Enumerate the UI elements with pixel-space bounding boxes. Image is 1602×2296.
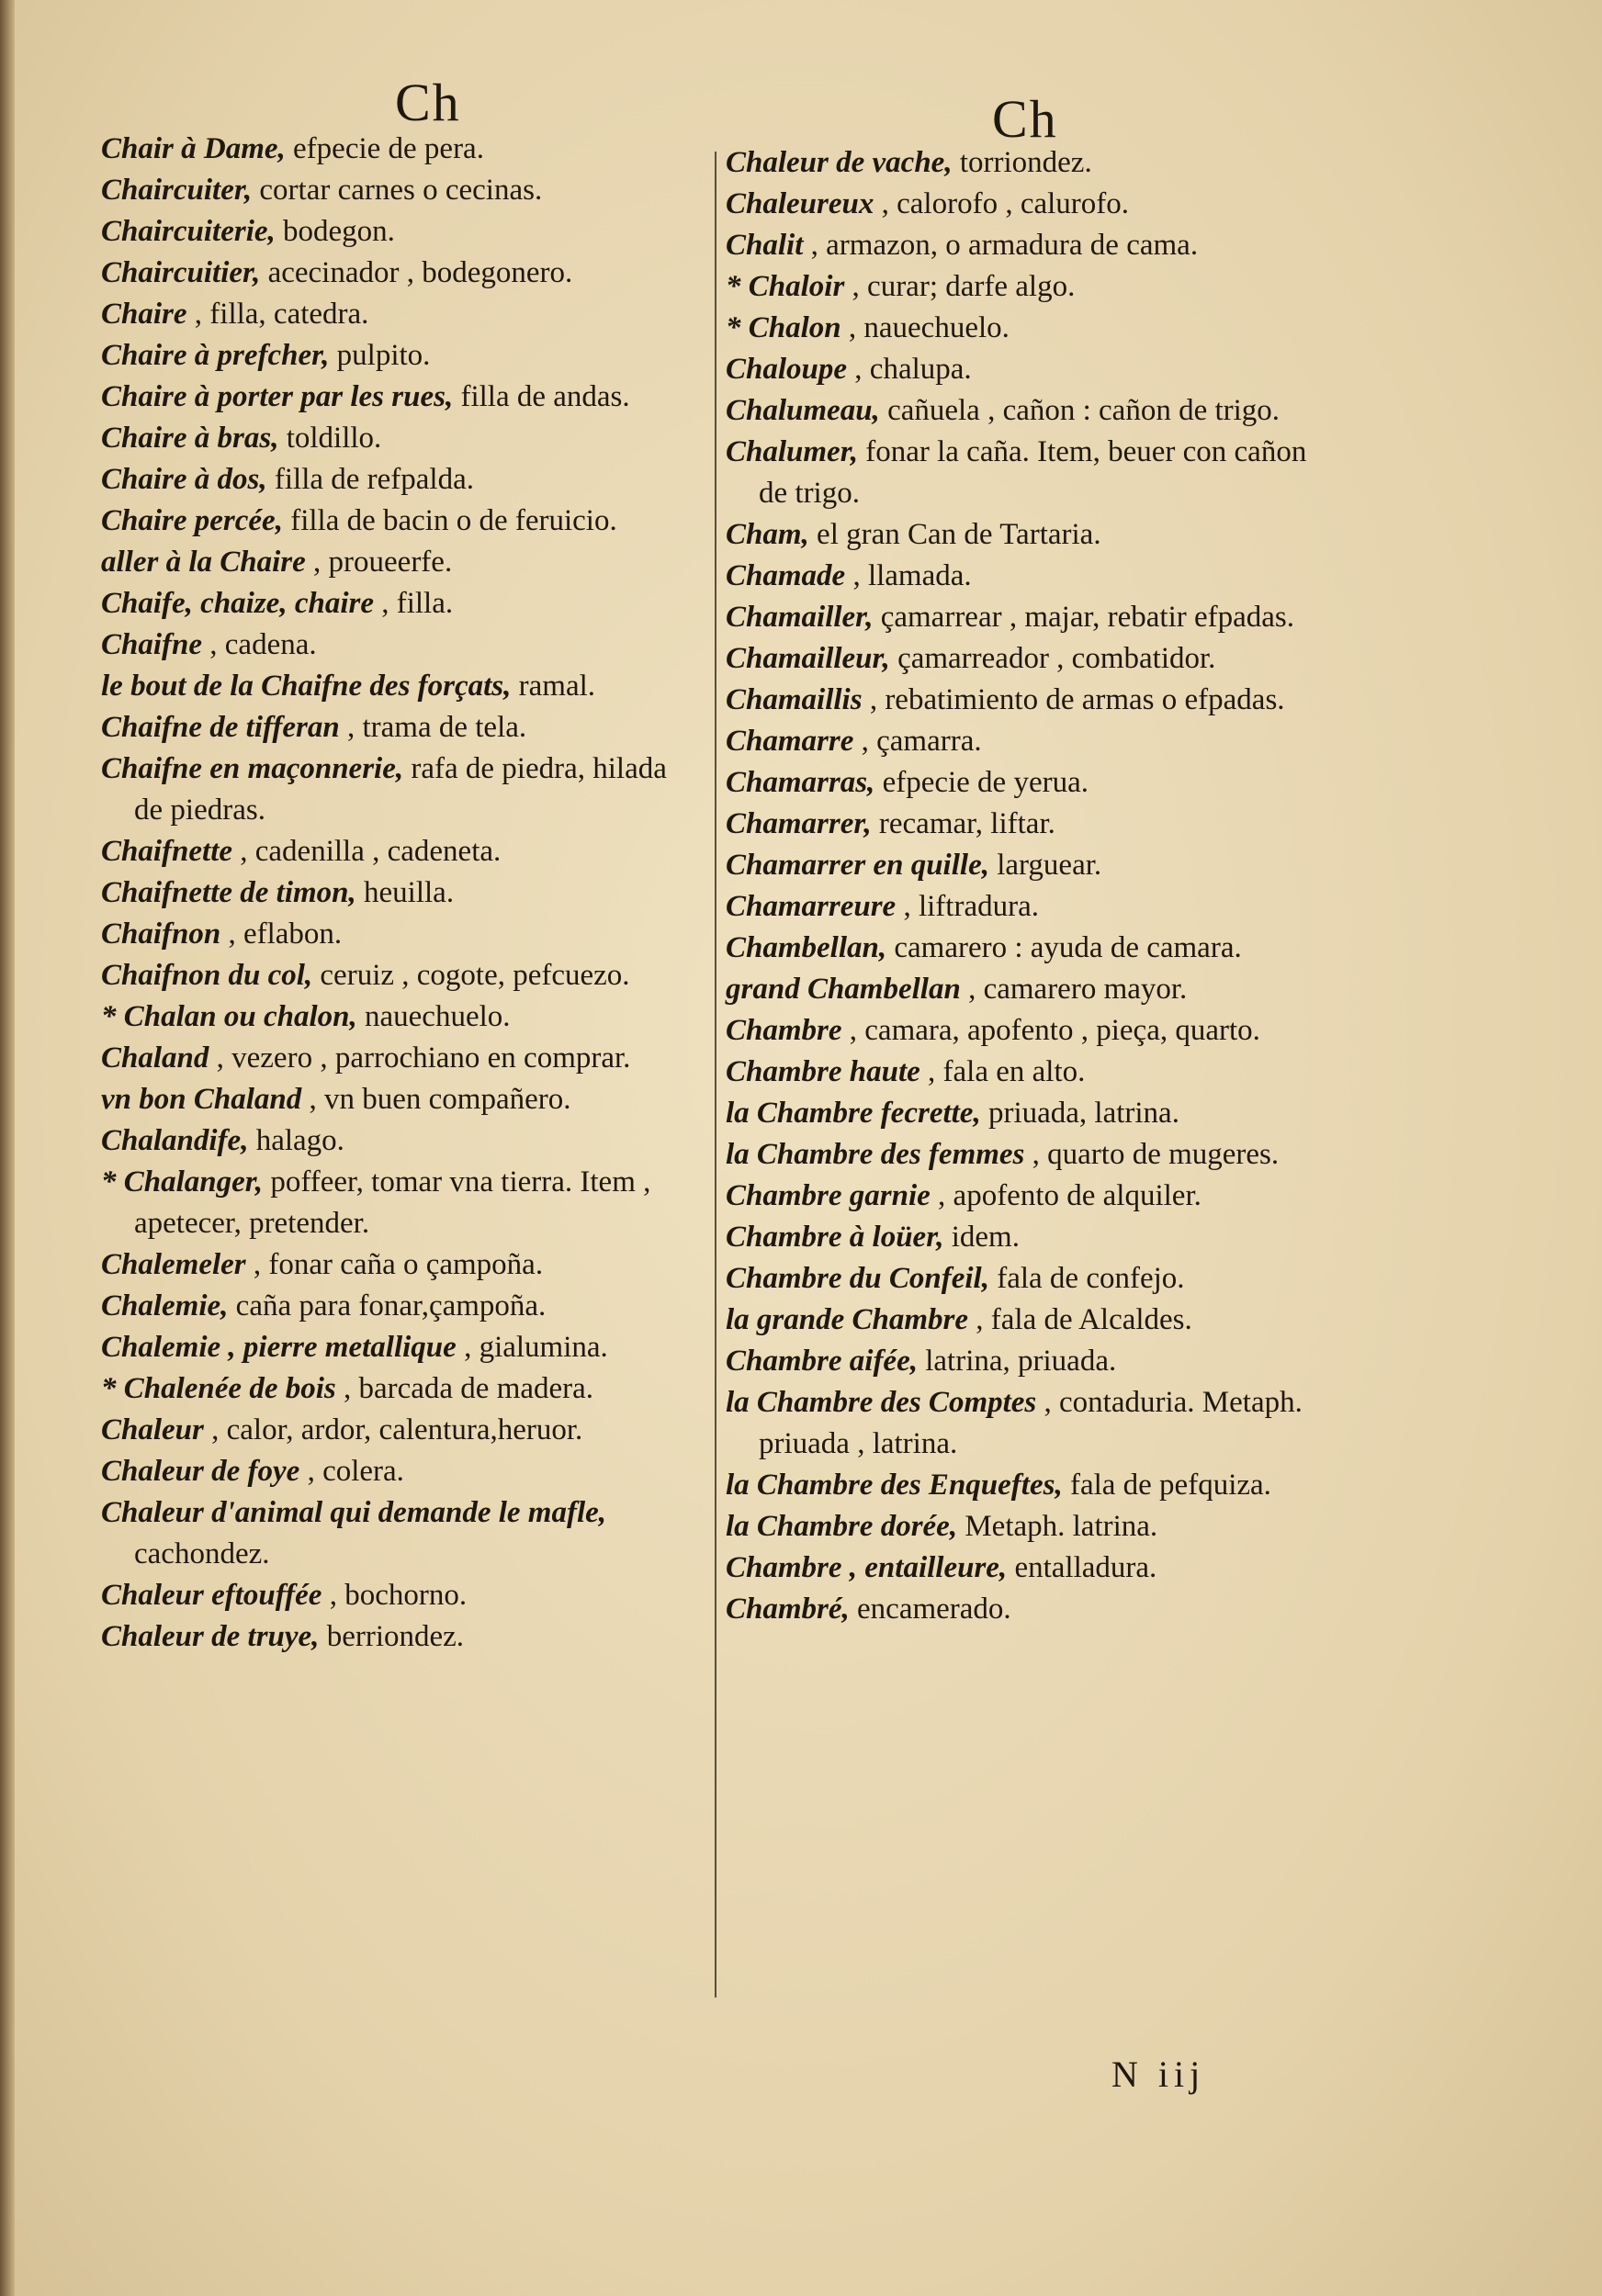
entry-definition: , cadena.: [202, 628, 317, 661]
entry-headword: Chaire percée,: [101, 504, 283, 537]
entry-definition: , camarero mayor.: [960, 973, 1188, 1006]
entry-headword: Chamailleur,: [726, 642, 890, 675]
entry-headword: * Chalan ou chalon,: [101, 1000, 357, 1033]
entry-headword: Chaleur de vache,: [726, 146, 953, 179]
entry-headword: Chamailler,: [726, 601, 874, 634]
dictionary-entry: [101, 459, 689, 501]
entry-headword: Chaifnette de timon,: [101, 876, 356, 909]
entry-headword: * Chalenée de bois: [101, 1372, 336, 1405]
entry-headword: Chamarre: [726, 725, 854, 758]
left-running-head: Ch: [395, 73, 461, 132]
entry-headword: aller à la Chaire: [101, 546, 306, 579]
entry-definition: caña para fonar,çampoña.: [228, 1289, 547, 1322]
dictionary-entry: [726, 1258, 1314, 1300]
entry-definition: cortar carnes o cecinas.: [252, 174, 543, 207]
dictionary-entry: [101, 211, 689, 253]
dictionary-entry: [726, 142, 1314, 184]
entry-headword: Chaire à prefcher,: [101, 339, 330, 372]
dictionary-entry: [726, 1548, 1314, 1589]
dictionary-entry: [101, 748, 689, 831]
dictionary-entry: [726, 1176, 1314, 1217]
entry-definition: heuilla.: [355, 876, 455, 909]
entry-definition: , vezero , parrochiano en comprar.: [209, 1041, 631, 1075]
entry-definition: torriondez.: [952, 146, 1092, 179]
dictionary-entry: [726, 1465, 1314, 1506]
entry-definition: cachondez.: [134, 1537, 270, 1570]
entry-headword: Chalit: [726, 229, 804, 262]
dictionary-entry: [726, 184, 1314, 225]
dictionary-entry: [726, 1134, 1314, 1176]
entry-headword: Cham,: [726, 518, 809, 551]
entry-definition: , proueerfe.: [305, 546, 453, 579]
entry-headword: Chambré,: [726, 1593, 850, 1626]
entry-definition: , calor, ardor, calentura,heruor.: [203, 1413, 583, 1446]
entry-headword: Chaleur de truye,: [101, 1620, 320, 1653]
dictionary-entry: [726, 597, 1314, 638]
entry-headword: Chamarrer en quille,: [726, 849, 989, 882]
entry-headword: Chamarreure: [726, 890, 897, 923]
entry-headword: Chaifnon: [101, 917, 221, 951]
dictionary-entry: [101, 129, 689, 170]
entry-headword: Chalemie,: [101, 1289, 229, 1322]
entry-definition: , filla, catedra.: [186, 298, 369, 331]
dictionary-entry: [726, 349, 1314, 390]
entry-headword: Chaire à dos,: [101, 463, 267, 496]
entry-definition: latrina, priuada.: [917, 1345, 1117, 1378]
entry-definition: bodegon.: [275, 215, 395, 248]
entry-definition: , trama de tela.: [339, 711, 527, 744]
dictionary-entry: [101, 1120, 689, 1162]
dictionary-entry: [726, 1093, 1314, 1134]
entry-definition: pulpito.: [329, 339, 431, 372]
entry-definition: priuada, latrina.: [980, 1097, 1179, 1130]
entry-headword: * Chalanger,: [101, 1165, 264, 1199]
entry-headword: Chalemeler: [101, 1248, 246, 1281]
dictionary-entry: [726, 638, 1314, 680]
entry-definition: nauechuelo.: [356, 1000, 511, 1033]
dictionary-entry: [726, 1217, 1314, 1258]
entry-headword: Chaifnon du col,: [101, 959, 313, 992]
right-column: [726, 142, 1314, 1630]
entry-headword: Chaire à porter par les rues,: [101, 380, 454, 413]
dictionary-entry: [101, 335, 689, 377]
entry-definition: filla de bacin o de feruicio.: [282, 504, 617, 537]
entry-headword: Chaifne de tifferan: [101, 711, 340, 744]
entry-headword: vn bon Chaland: [101, 1083, 302, 1116]
entry-headword: Chalemie , pierre metallique: [101, 1331, 457, 1364]
entry-headword: Chaircuitier,: [101, 256, 261, 289]
dictionary-entry: [101, 1616, 689, 1658]
entry-definition: , rebatimiento de armas o efpadas.: [862, 683, 1285, 716]
entry-headword: Chamarrer,: [726, 807, 872, 840]
entry-headword: la grande Chambre: [726, 1303, 969, 1336]
column-rule: [715, 152, 716, 1998]
entry-headword: la Chambre des femmes: [726, 1138, 1025, 1171]
dictionary-entry: [726, 721, 1314, 762]
dictionary-entry: [101, 501, 689, 542]
dictionary-entry: [726, 432, 1314, 514]
entry-headword: Chamade: [726, 559, 846, 592]
entry-definition: , armazon, o armadura de cama.: [803, 229, 1199, 262]
entry-definition: fonar la caña. Item, beuer con cañon de trigo.: [759, 435, 1307, 510]
entry-definition: , quarto de mugeres.: [1024, 1138, 1280, 1171]
dictionary-entry: [101, 666, 689, 707]
dictionary-entry: [101, 1327, 689, 1368]
entry-definition: halago.: [248, 1124, 344, 1157]
dictionary-entry: [726, 680, 1314, 721]
dictionary-entry: [726, 225, 1314, 266]
entry-headword: Chaifne en maçonnerie,: [101, 752, 404, 785]
entry-definition: , fala de Alcaldes.: [968, 1303, 1192, 1336]
dictionary-entry: [726, 1010, 1314, 1052]
entry-headword: Chambre à loüer,: [726, 1221, 944, 1254]
entry-headword: Chambellan,: [726, 931, 887, 964]
entry-headword: Chaircuiterie,: [101, 215, 276, 248]
entry-definition: , apofento de alquiler.: [930, 1179, 1202, 1212]
entry-headword: Chair à Dame,: [101, 132, 286, 165]
entry-definition: acecinador , bodegonero.: [260, 256, 573, 289]
dictionary-entry: [101, 1079, 689, 1120]
entry-definition: efpecie de yerua.: [874, 766, 1089, 799]
entry-definition: , bochorno.: [322, 1579, 468, 1612]
entry-headword: Chambre: [726, 1014, 842, 1047]
entry-headword: Chaleur eftouffée: [101, 1579, 322, 1612]
entry-headword: Chambre du Confeil,: [726, 1262, 989, 1295]
entry-headword: Chambre garnie: [726, 1179, 931, 1212]
entry-headword: Chaifnette: [101, 835, 233, 868]
dictionary-entry: [101, 1038, 689, 1079]
entry-definition: , eflabon.: [220, 917, 343, 951]
entry-headword: Chaland: [101, 1041, 209, 1075]
entry-definition: , chalupa.: [847, 353, 972, 386]
entry-headword: Chaire: [101, 298, 187, 331]
entry-definition: , gialumina.: [456, 1331, 608, 1364]
dictionary-entry: [101, 1410, 689, 1451]
entry-definition: poffeer, tomar vna tierra. Item , apetecer, pretender.: [134, 1165, 651, 1240]
dictionary-entry: [101, 955, 689, 996]
dictionary-entry: [726, 845, 1314, 886]
entry-definition: , camara, apofento , pieça, quarto.: [841, 1014, 1260, 1047]
dictionary-entry: [726, 928, 1314, 969]
entry-headword: Chaire à bras,: [101, 422, 279, 455]
entry-definition: entalladura.: [1007, 1551, 1157, 1584]
dictionary-entry: [726, 804, 1314, 845]
dictionary-entry: [101, 377, 689, 418]
entry-headword: Chambre haute: [726, 1055, 920, 1088]
entry-definition: ceruiz , cogote, pefcuezo.: [312, 959, 630, 992]
entry-headword: Chaife, chaize, chaire: [101, 587, 374, 620]
dictionary-entry: [101, 831, 689, 872]
entry-definition: , fonar caña o çampoña.: [245, 1248, 544, 1281]
signature-mark: N iij: [1111, 2054, 1206, 2095]
entry-definition: , contaduria. Metaph. priuada , latrina.: [759, 1386, 1303, 1460]
entry-definition: çamarreador , combatidor.: [889, 642, 1216, 675]
dictionary-entry: [101, 625, 689, 666]
dictionary-entry: [726, 390, 1314, 432]
dictionary-entry: [101, 707, 689, 748]
dictionary-entry: [726, 266, 1314, 308]
entry-definition: cañuela , cañon : cañon de trigo.: [879, 394, 1280, 427]
entry-headword: * Chaloir: [726, 270, 845, 303]
dictionary-entry: [101, 1492, 689, 1575]
entry-definition: , barcada de madera.: [335, 1372, 594, 1405]
entry-definition: larguear.: [988, 849, 1102, 882]
entry-definition: , çamarra.: [853, 725, 982, 758]
dictionary-entry: [101, 1575, 689, 1616]
entry-headword: Chalumer,: [726, 435, 858, 468]
dictionary-entry: [101, 1368, 689, 1410]
dictionary-entry: [101, 253, 689, 294]
entry-headword: la Chambre des Enqueftes,: [726, 1469, 1063, 1502]
entry-definition: efpecie de pera.: [285, 132, 484, 165]
dictionary-entry: [726, 514, 1314, 556]
dictionary-entry: [726, 1341, 1314, 1382]
dictionary-entry: [726, 886, 1314, 928]
dictionary-entry: [726, 1052, 1314, 1093]
dictionary-entry: [101, 542, 689, 583]
entry-headword: Chambre , entailleure,: [726, 1551, 1008, 1584]
entry-headword: Chaleur d'animal qui demande le mafle,: [101, 1496, 607, 1529]
dictionary-entry: [726, 969, 1314, 1010]
entry-definition: , fala en alto.: [919, 1055, 1086, 1088]
entry-headword: Chaloupe: [726, 353, 848, 386]
entry-headword: grand Chambellan: [726, 973, 961, 1006]
entry-headword: Chalandife,: [101, 1124, 249, 1157]
dictionary-entry: [726, 1382, 1314, 1465]
entry-headword: la Chambre fecrette,: [726, 1097, 981, 1130]
entry-definition: , calorofo , calurofo.: [874, 187, 1130, 220]
dictionary-entry: [101, 1286, 689, 1327]
dictionary-entry: [101, 996, 689, 1038]
dictionary-entry: [726, 762, 1314, 804]
entry-headword: Chalumeau,: [726, 394, 880, 427]
entry-headword: le bout de la Chaifne des forçats,: [101, 670, 512, 703]
entry-headword: Chaifne: [101, 628, 203, 661]
entry-headword: Chamaillis: [726, 683, 863, 716]
entry-definition: encamerado.: [849, 1593, 1011, 1626]
entry-headword: Chaleur: [101, 1413, 204, 1446]
dictionary-entry: [101, 1244, 689, 1286]
dictionary-entry: [101, 1451, 689, 1492]
entry-definition: , llamada.: [845, 559, 972, 592]
entry-definition: fala de confejo.: [988, 1262, 1185, 1295]
entry-definition: , vn buen compañero.: [301, 1083, 571, 1116]
entry-definition: filla de andas.: [453, 380, 630, 413]
entry-headword: Chambre aifée,: [726, 1345, 918, 1378]
entry-definition: , colera.: [299, 1455, 404, 1488]
dictionary-entry: [101, 872, 689, 914]
entry-definition: recamar, liftar.: [871, 807, 1055, 840]
entry-definition: idem.: [943, 1221, 1020, 1254]
dictionary-entry: [726, 1506, 1314, 1548]
entry-definition: berriondez.: [319, 1620, 465, 1653]
entry-headword: Chamarras,: [726, 766, 875, 799]
entry-headword: la Chambre dorée,: [726, 1510, 958, 1543]
entry-headword: Chaleur de foye: [101, 1455, 300, 1488]
left-column: [101, 129, 689, 1658]
entry-headword: * Chalon: [726, 311, 841, 344]
entry-definition: çamarrear , majar, rebatir efpadas.: [873, 601, 1295, 634]
entry-definition: rafa de piedra, hilada de piedras.: [134, 752, 667, 827]
entry-definition: , liftradura.: [896, 890, 1039, 923]
right-running-head: Ch: [992, 89, 1058, 149]
entry-definition: ramal.: [511, 670, 596, 703]
dictionary-entry: [101, 294, 689, 335]
entry-definition: camarero : ayuda de camara.: [886, 931, 1242, 964]
entry-definition: , filla.: [373, 587, 454, 620]
entry-definition: el gran Can de Tartaria.: [808, 518, 1101, 551]
entry-definition: , cadenilla , cadeneta.: [232, 835, 502, 868]
entry-definition: Metaph. latrina.: [957, 1510, 1158, 1543]
entry-definition: toldillo.: [278, 422, 382, 455]
entry-definition: , curar; darfe algo.: [844, 270, 1076, 303]
entry-definition: fala de pefquiza.: [1062, 1469, 1271, 1502]
entry-headword: la Chambre des Comptes: [726, 1386, 1037, 1419]
dictionary-entry: [726, 556, 1314, 597]
dictionary-entry: [726, 1589, 1314, 1630]
entry-definition: , nauechuelo.: [840, 311, 1010, 344]
dictionary-entry: [101, 583, 689, 625]
dictionary-entry: [726, 308, 1314, 349]
dictionary-entry: [101, 1162, 689, 1244]
dictionary-entry: [101, 914, 689, 955]
dictionary-entry: [101, 170, 689, 211]
dictionary-entry: [726, 1300, 1314, 1341]
entry-headword: Chaircuiter,: [101, 174, 253, 207]
dictionary-entry: [101, 418, 689, 459]
entry-definition: filla de refpalda.: [266, 463, 475, 496]
entry-headword: Chaleureux: [726, 187, 874, 220]
